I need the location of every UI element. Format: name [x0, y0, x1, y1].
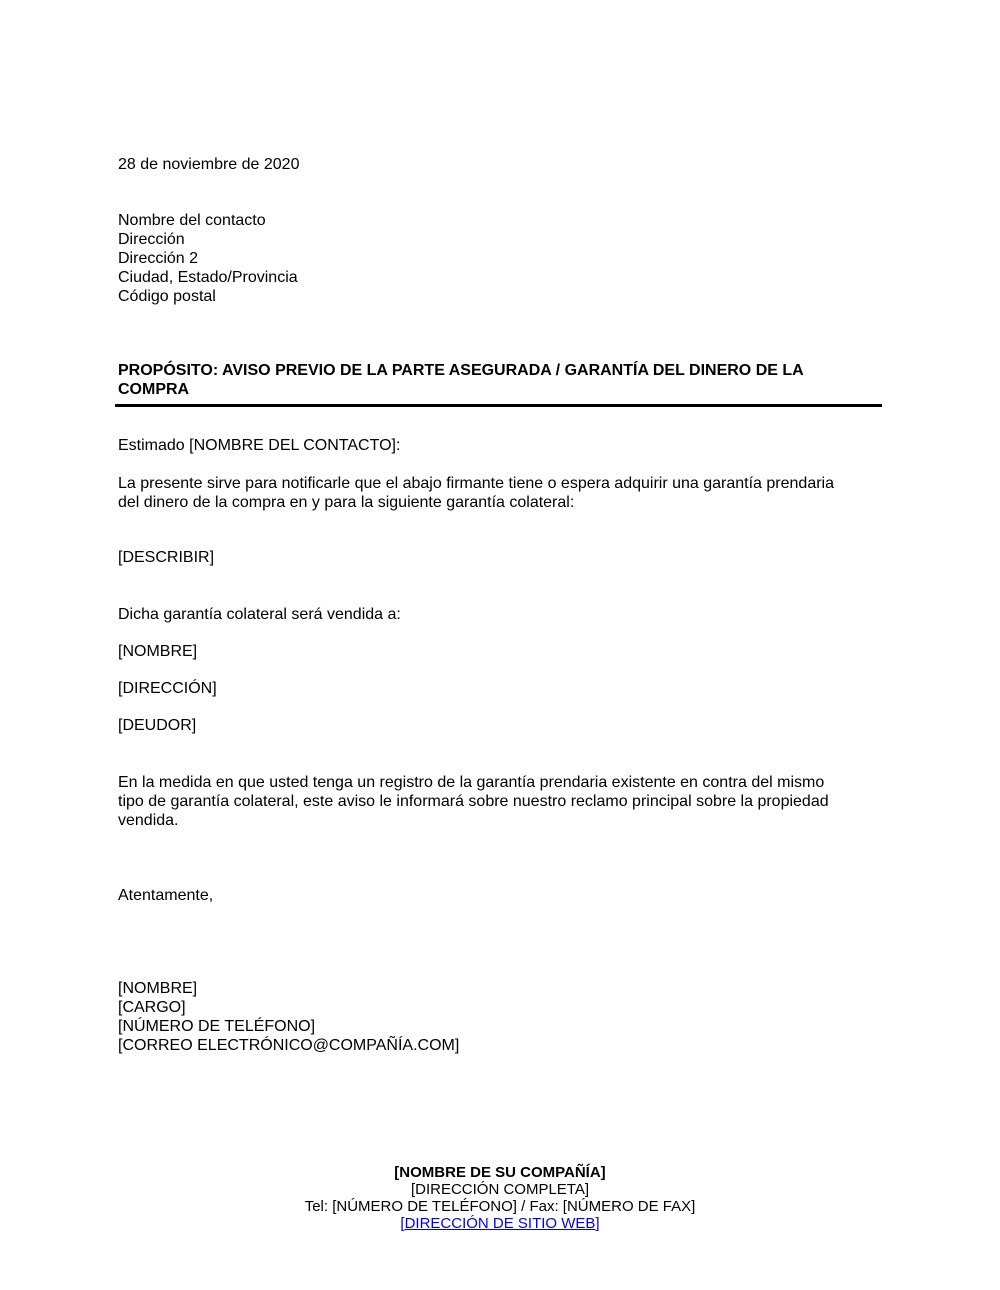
paragraph-claim-line-2: tipo de garantía colateral, este aviso le informará sobre nuestro reclamo principal sobre la propiedad	[118, 793, 829, 810]
salutation	[118, 436, 400, 455]
subject-line-2: COMPRA	[118, 381, 190, 398]
letter-date	[118, 155, 299, 174]
footer-address: [DIRECCIÓN COMPLETA]	[410, 1181, 590, 1198]
recipient-postal-code: Código postal	[118, 288, 216, 305]
recipient-address-2: Dirección 2	[118, 250, 199, 267]
describe-text: [DESCRIBIR]	[118, 549, 215, 566]
subject-line-1: PROPÓSITO: AVISO PREVIO DE LA PARTE ASEGURADA / GARANTÍA DEL DINERO DE LA	[118, 362, 804, 379]
paragraph-claim	[118, 773, 829, 830]
paragraph-claim-line-3: vendida.	[118, 812, 179, 829]
buyer-name-field	[118, 642, 197, 661]
debtor-field	[118, 716, 196, 735]
buyer-name-text: [NOMBRE]	[118, 643, 198, 660]
signature-name: [NOMBRE]	[118, 980, 198, 997]
closing-text: Atentamente,	[118, 887, 214, 904]
footer-website-link[interactable]: [DIRECCIÓN DE SITIO WEB]	[400, 1215, 600, 1232]
recipient-city-state: Ciudad, Estado/Provincia	[118, 269, 298, 286]
signature-phone: [NÚMERO DE TELÉFONO]	[118, 1018, 316, 1035]
paragraph-notice	[118, 474, 834, 512]
footer-contact: Tel: [NÚMERO DE TELÉFONO] / Fax: [NÚMERO DE FAX]	[304, 1198, 696, 1215]
buyer-address-field	[118, 679, 217, 698]
salutation-text: Estimado [NOMBRE DEL CONTACTO]:	[118, 437, 401, 454]
buyer-address-text: [DIRECCIÓN]	[118, 680, 217, 697]
recipient-name: Nombre del contacto	[118, 212, 266, 229]
describe-placeholder	[118, 548, 214, 567]
subject-heading	[118, 361, 883, 399]
signature-title: [CARGO]	[118, 999, 186, 1016]
letterhead-footer	[0, 1164, 1000, 1232]
paragraph-claim-line-1: En la medida en que usted tenga un registro de la garantía prendaria existente en contra del mismo	[118, 774, 825, 791]
subject-divider	[115, 404, 882, 407]
sold-to-text: Dicha garantía colateral será vendida a:	[118, 606, 401, 623]
debtor-text: [DEUDOR]	[118, 717, 197, 734]
footer-company-name: [NOMBRE DE SU COMPAÑÍA]	[394, 1164, 606, 1181]
date-text: 28 de noviembre de 2020	[118, 156, 300, 173]
paragraph-notice-line-1: La presente sirve para notificarle que el abajo firmante tiene o espera adquirir una garantía prendaria	[118, 475, 834, 492]
recipient-address-block	[118, 211, 298, 306]
paragraph-notice-line-2: del dinero de la compra en y para la siguiente garantía colateral:	[118, 494, 575, 511]
recipient-address-1: Dirección	[118, 231, 185, 248]
signature-email: [CORREO ELECTRÓNICO@COMPAÑÍA.COM]	[118, 1037, 460, 1054]
closing	[118, 886, 213, 905]
sold-to-intro	[118, 605, 401, 624]
signature-block	[118, 979, 459, 1055]
